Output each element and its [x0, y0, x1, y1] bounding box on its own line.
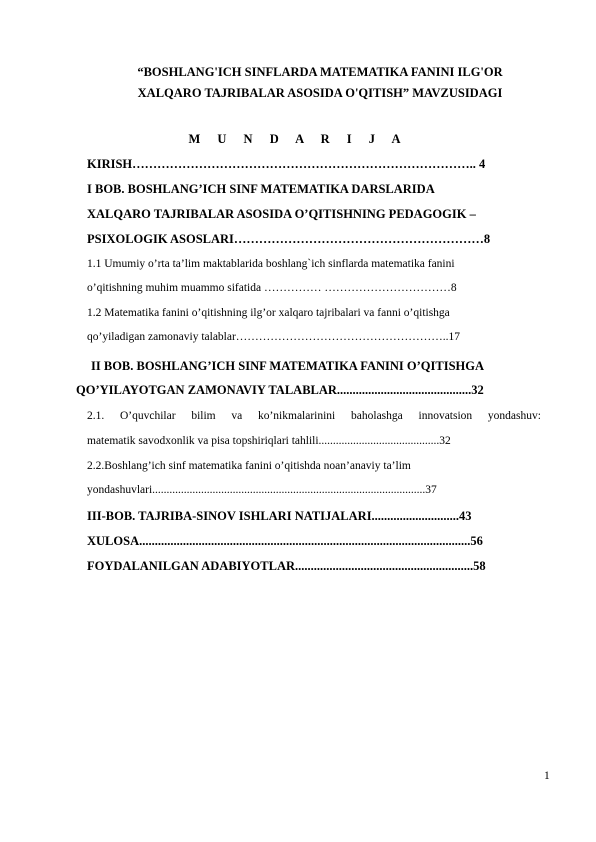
- toc-section-2-2-line1: 2.2.Boshlang’ich sinf matematika fanini o’qitishda noan’anaviy ta’lim: [87, 460, 411, 472]
- toc-bob1-line3: PSIXOLOGIK ASOSLARI……………………………………………………8: [87, 232, 491, 246]
- toc-bob2-line1: II BOB. BOSHLANG’ICH SINF MATEMATIKA FANINI O’QITISHGA: [91, 359, 484, 373]
- toc-section-2-1-word: yondashuv:: [487, 410, 541, 422]
- toc-section-2-1-word: innovatsion: [418, 410, 473, 422]
- toc-section-2-1-word: va: [231, 410, 243, 422]
- toc-bob1-line2: XALQARO TAJRIBALAR ASOSIDA O’QITISHNING PEDAGOGIK –: [87, 207, 476, 221]
- toc-kirish: KIRISH……………………………………………………………………….. 4: [87, 157, 486, 171]
- toc-section-2-1-word: ko’nikmalarinini: [257, 410, 336, 422]
- contents-heading: M U N D A R I J A: [188, 132, 408, 146]
- toc-section-2-1-word: 2.1.: [87, 410, 105, 422]
- toc-section-1-2-line2: qo’yiladigan zamonaviy talablar………………………………………………..17: [87, 331, 461, 343]
- toc-section-2-1-word: baholashga: [351, 410, 403, 422]
- toc-bob2-line2: QO’YILAYOTGAN ZAMONAVIY TALABLAR...........................................32: [76, 383, 484, 397]
- toc-section-1-1-line2: o’qitishning muhim muammo sifatida …………… ……………………………8: [87, 282, 457, 294]
- toc-bob1-line1: I BOB. BOSHLANG’ICH SINF MATEMATIKA DARSLARIDA: [87, 182, 435, 196]
- toc-section-1-1-line1: 1.1 Umumiy o’rta ta’lim maktablarida boshlang`ich sinflarda matematika fanini: [87, 258, 455, 270]
- toc-section-2-1-word: bilim: [191, 410, 216, 422]
- title-line-1: “BOSHLANG'ICH SINFLARDA MATEMATIKA FANINI ILG'OR: [137, 65, 503, 79]
- toc-section-2-1-word: O’quvchilar: [120, 410, 176, 422]
- toc-section-2-1-line2: matematik savodxonlik va pisa topshiriqlari tahlili..........................................32: [87, 435, 451, 447]
- page-number: 1: [544, 770, 550, 782]
- toc-adabiyotlar: FOYDALANILGAN ADABIYOTLAR.........................................................58: [87, 559, 486, 573]
- toc-section-2-1-line1: [87, 408, 541, 424]
- title-line-2: XALQARO TAJRIBALAR ASOSIDA O'QITISH” MAVZUSIDAGI: [137, 86, 503, 100]
- toc-section-2-2-line2: yondashuvlari...............................................................................................37: [87, 484, 437, 496]
- toc-bob3: III-BOB. TAJRIBA-SINOV ISHLARI NATIJALARI............................43: [87, 509, 472, 523]
- toc-xulosa: XULOSA..........................................................................................................56: [87, 534, 483, 548]
- toc-section-1-2-line1: 1.2 Matematika fanini o’qitishning ilg’or xalqaro tajribalari va fanni o’qitishga: [87, 307, 450, 319]
